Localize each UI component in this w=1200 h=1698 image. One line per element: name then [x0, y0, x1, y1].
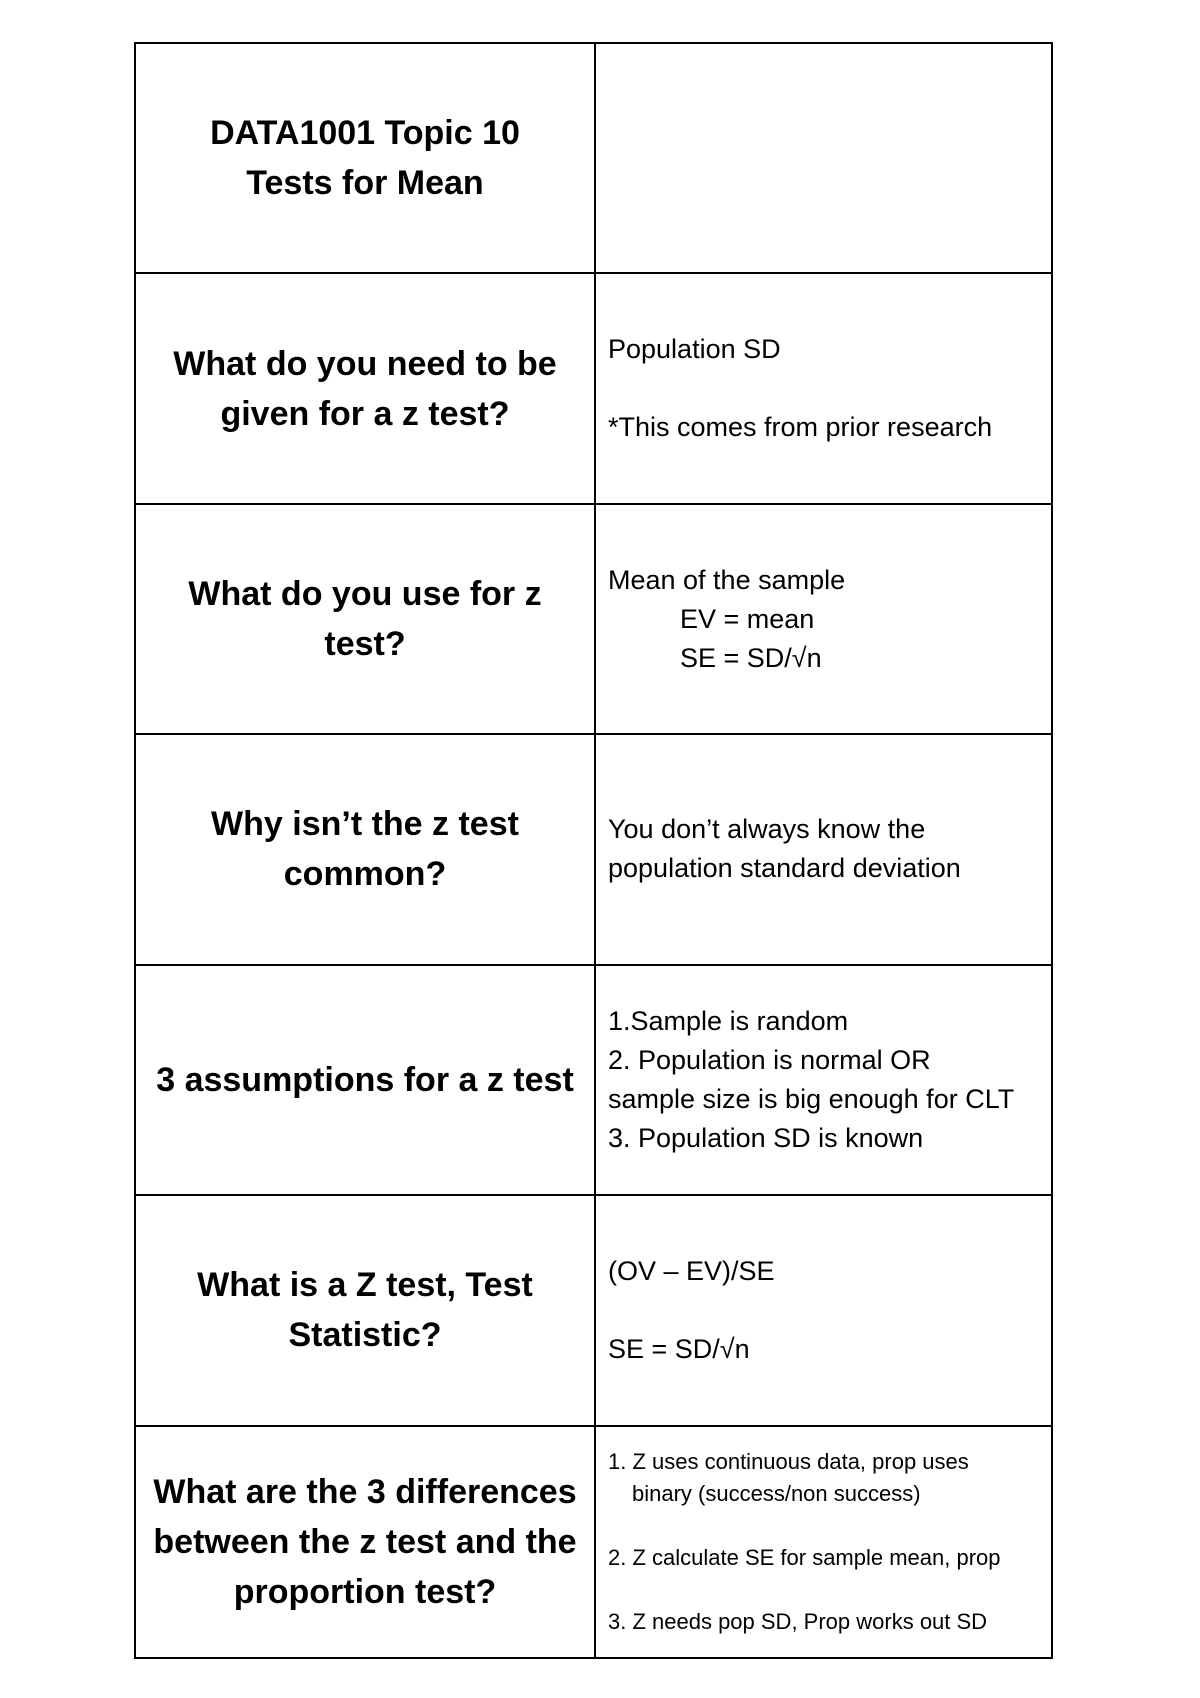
card-6-question-text: What are the 3 differences between the z test and the proportion test?: [153, 1472, 577, 1611]
card-4-answer-line-2: 2. Population is normal OR: [608, 1044, 931, 1075]
card-6-answer-line-6: 3. Z needs pop SD, Prop works out SD: [608, 1608, 988, 1634]
card-2-answer-line-3: SE = SD/√n: [680, 642, 822, 673]
card-3-answer-line-1: You don’t always know the: [608, 814, 926, 845]
card-1-answer: [596, 274, 1051, 504]
card-3-question: [136, 735, 596, 965]
card-4-answer-line-4: 3. Population SD is known: [608, 1122, 924, 1153]
card-4-answer-line-3: sample size is big enough for CLT: [608, 1083, 1015, 1114]
card-1-answer-spacer: [608, 369, 1037, 408]
card-2-answer-line-2: EV = mean: [680, 603, 815, 634]
card-5-answer-line-3: SE = SD/√n: [608, 1333, 750, 1364]
card-1-question-text: What do you need to be given for a z test?: [173, 344, 557, 433]
card-5-answer: [596, 1196, 1051, 1426]
card-5-answer-line-1: (OV – EV)/SE: [608, 1255, 775, 1286]
card-2-question-text: What do you use for z test?: [188, 575, 542, 664]
card-title-question: [136, 44, 596, 274]
card-5-answer-spacer: [608, 1291, 1037, 1330]
card-1-answer-line-1: Population SD: [608, 334, 781, 365]
card-3-answer: [596, 735, 1051, 965]
card-6-answer-spacer-1: [608, 1510, 1037, 1542]
card-title-answer: [596, 44, 1051, 274]
card-6-answer-spacer-2: [608, 1574, 1037, 1606]
card-6-question: [136, 1427, 596, 1657]
card-6-answer-line-2: binary (success/non success): [632, 1480, 921, 1506]
card-4-answer-line-1: 1.Sample is random: [608, 1005, 849, 1036]
card-title-text: DATA1001 Topic 10 Tests for Mean: [210, 114, 520, 203]
card-2-answer: [596, 505, 1051, 735]
card-4-question-text: 3 assumptions for a z test: [156, 1060, 574, 1099]
card-4-question: [136, 966, 596, 1196]
card-5-question: [136, 1196, 596, 1426]
card-5-question-text: What is a Z test, Test Statistic?: [197, 1266, 533, 1355]
card-3-question-text: Why isn’t the z test common?: [211, 805, 519, 894]
card-1-question: [136, 274, 596, 504]
card-4-answer: [596, 966, 1051, 1196]
card-2-answer-line-1: Mean of the sample: [608, 564, 846, 595]
card-6-answer: [596, 1427, 1051, 1657]
card-6-answer-line-4: 2. Z calculate SE for sample mean, prop: [608, 1544, 1001, 1570]
card-2-question: [136, 505, 596, 735]
card-3-answer-line-2: population standard deviation: [608, 853, 961, 884]
flashcard-sheet: [134, 42, 1053, 1659]
card-6-answer-line-1: 1. Z uses continuous data, prop uses: [608, 1448, 969, 1474]
card-1-answer-line-3: *This comes from prior research: [608, 412, 993, 443]
